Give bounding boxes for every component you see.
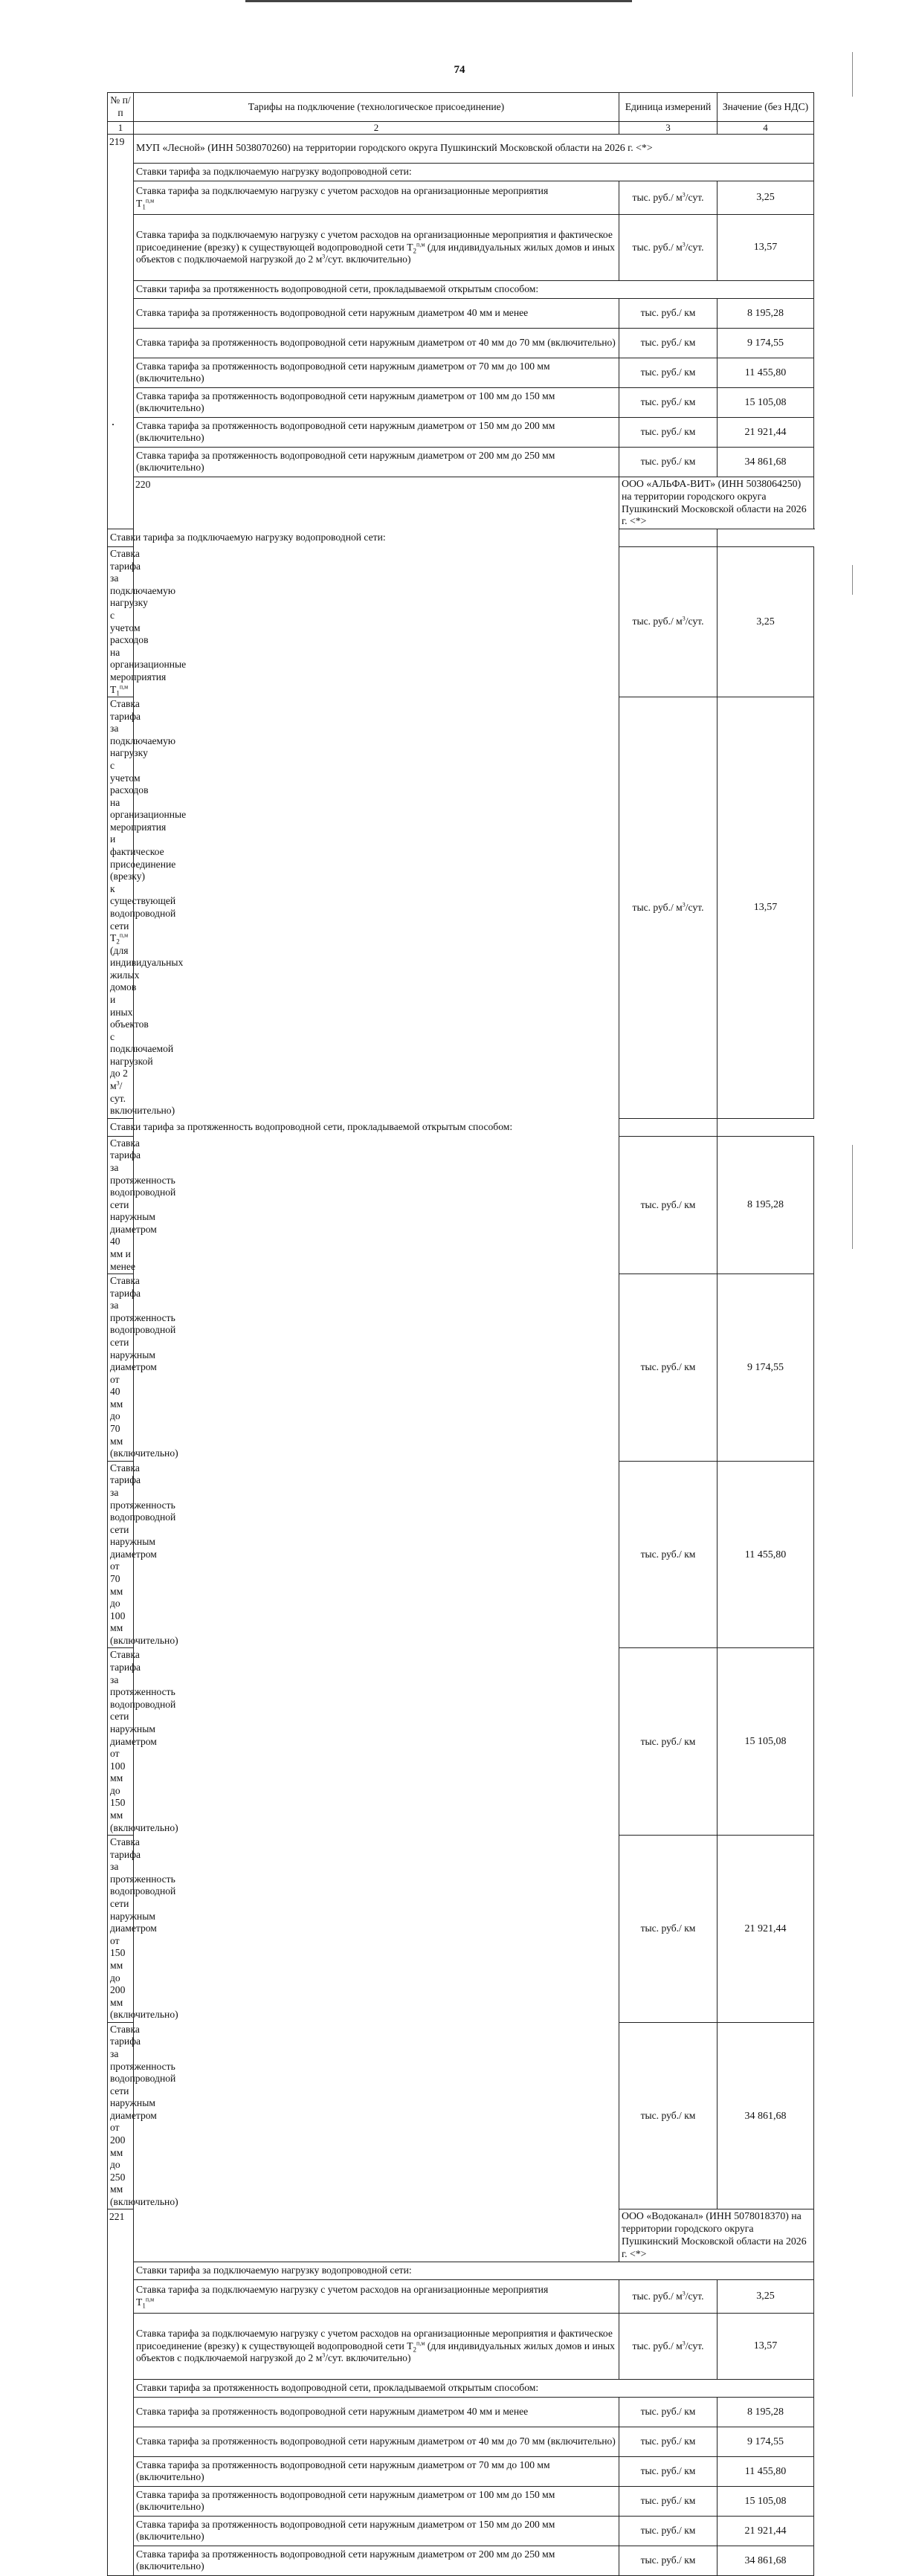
tariff-t1-label: Ставка тарифа за подключаемую нагрузку с учетом расходов на организационные мероприятия $T_1^{п,м}$ bbox=[134, 181, 619, 214]
diameter-value: 11 455,80 bbox=[718, 2456, 814, 2486]
diameter-tariff-row bbox=[108, 358, 814, 387]
diameter-label: Ставка тарифа за протяженность водопроводной сети наружным диаметром от 70 мм до 100 мм (включительно) bbox=[108, 1461, 134, 1648]
diameter-value: 8 195,28 bbox=[718, 2397, 814, 2427]
unit-load: тыс. руб./ $м^3$/сут. bbox=[619, 2313, 718, 2379]
diameter-value: 21 921,44 bbox=[718, 1836, 814, 2023]
diameter-label: Ставка тарифа за протяженность водопроводной сети наружным диаметром от 150 мм до 200 мм (включительно) bbox=[134, 2516, 619, 2546]
section-row bbox=[108, 280, 814, 298]
unit-km: тыс. руб./ км bbox=[619, 2397, 718, 2427]
scan-edge-mark bbox=[852, 1145, 853, 1249]
diameter-value: 11 455,80 bbox=[718, 358, 814, 387]
diameter-label: Ставка тарифа за протяженность водопроводной сети наружным диаметром от 200 мм до 250 мм (включительно) bbox=[108, 2022, 134, 2209]
diameter-value: 34 861,68 bbox=[718, 2022, 814, 2209]
diameter-label: Ставка тарифа за протяженность водопроводной сети наружным диаметром от 200 мм до 250 мм (включительно) bbox=[134, 2546, 619, 2575]
tariff-t2-label: Ставка тарифа за подключаемую нагрузку с учетом расходов на организационные мероприятия и фактическое присоединение (врезку) к существующей водопроводной сети $T_2^{п,м}$ (для индивидуальных жилых домов и иных объектов с подключаемой нагрузкой до 2 $м^3$/сут. включительно) bbox=[134, 214, 619, 280]
org-title: МУП «Лесной» (ИНН 5038070260) на территории городского округа Пушкинский Московской области на 2026 г. <*> bbox=[134, 134, 814, 163]
diameter-tariff-row bbox=[108, 328, 814, 358]
unit-load: тыс. руб./ $м^3$/сут. bbox=[619, 214, 718, 280]
column-index: 4 bbox=[718, 122, 814, 135]
unit-km: тыс. руб./ км bbox=[619, 358, 718, 387]
unit-load: тыс. руб./ $м^3$/сут. bbox=[619, 2279, 718, 2313]
tariff-row-t2 bbox=[108, 2313, 814, 2379]
column-index: 3 bbox=[619, 122, 718, 135]
top-border-line bbox=[245, 0, 632, 2]
scan-edge-mark bbox=[852, 565, 853, 595]
value-t2: 13,57 bbox=[718, 214, 814, 280]
header-unit: Единица измерений bbox=[619, 93, 718, 122]
diameter-value: 21 921,44 bbox=[718, 2516, 814, 2546]
diameter-label: Ставка тарифа за протяженность водопроводной сети наружным диаметром от 150 мм до 200 мм (включительно) bbox=[134, 417, 619, 447]
diameter-label: Ставка тарифа за протяженность водопроводной сети наружным диаметром от 40 мм до 70 мм (включительно) bbox=[108, 1274, 134, 1462]
section-length-title: Ставки тарифа за протяженность водопроводной сети, прокладываемой открытым способом: bbox=[134, 2379, 814, 2397]
value-t2: 13,57 bbox=[718, 2313, 814, 2379]
unit-km: тыс. руб./ км bbox=[619, 2022, 718, 2209]
diameter-label: Ставка тарифа за протяженность водопроводной сети наружным диаметром от 150 мм до 200 мм (включительно) bbox=[108, 1836, 134, 2023]
tariff-t2-label: Ставка тарифа за подключаемую нагрузку с учетом расходов на организационные мероприятия и фактическое присоединение (врезку) к существующей водопроводной сети $T_2^{п,м}$ (для индивидуальных жилых домов и иных объектов с подключаемой нагрузкой до 2 $м^3$/сут. включительно) bbox=[108, 697, 134, 1119]
diameter-label: Ставка тарифа за протяженность водопроводной сети наружным диаметром 40 мм и менее bbox=[108, 1136, 134, 1274]
diameter-tariff-row bbox=[108, 2546, 814, 2575]
diameter-label: Ставка тарифа за протяженность водопроводной сети наружным диаметром от 40 мм до 70 мм (включительно) bbox=[134, 2427, 619, 2456]
diameter-value: 15 105,08 bbox=[718, 1648, 814, 1836]
header-no: № п/п bbox=[108, 93, 134, 122]
org-number: 221 bbox=[108, 2209, 134, 2575]
diameter-label: Ставка тарифа за протяженность водопроводной сети наружным диаметром 40 мм и менее bbox=[134, 2397, 619, 2427]
org-row bbox=[108, 477, 814, 529]
unit-km: тыс. руб./ км bbox=[619, 2427, 718, 2456]
org-title: ООО «Водоканал» (ИНН 5078018370) на территории городского округа Пушкинский Московской области на 2026 г. <*> bbox=[619, 2209, 814, 2262]
org-number: 219 bbox=[108, 134, 134, 529]
diameter-value: 9 174,55 bbox=[718, 1274, 814, 1462]
diameter-label: Ставка тарифа за протяженность водопроводной сети наружным диаметром 40 мм и менее bbox=[134, 298, 619, 328]
page-number: 74 bbox=[454, 64, 465, 76]
unit-km: тыс. руб./ км bbox=[619, 1136, 718, 1274]
diameter-tariff-row bbox=[108, 447, 814, 477]
diameter-value: 9 174,55 bbox=[718, 2427, 814, 2456]
unit-km: тыс. руб./ км bbox=[619, 417, 718, 447]
section-row bbox=[108, 2379, 814, 2397]
tariff-t2-label: Ставка тарифа за подключаемую нагрузку с учетом расходов на организационные мероприятия и фактическое присоединение (врезку) к существующей водопроводной сети $T_2^{п,м}$ (для индивидуальных жилых домов и иных объектов с подключаемой нагрузкой до 2 $м^3$/сут. включительно) bbox=[134, 2313, 619, 2379]
section-load-title: Ставки тарифа за подключаемую нагрузку водопроводной сети: bbox=[108, 529, 718, 547]
header-name: Тарифы на подключение (технологическое присоединение) bbox=[134, 93, 619, 122]
org-title: ООО «АЛЬФА-ВИТ» (ИНН 5038064250) на территории городского округа Пушкинский Московской области на 2026 г. <*> bbox=[619, 477, 814, 529]
section-load-title: Ставки тарифа за подключаемую нагрузку водопроводной сети: bbox=[134, 163, 814, 181]
diameter-value: 8 195,28 bbox=[718, 1136, 814, 1274]
unit-km: тыс. руб./ км bbox=[619, 2456, 718, 2486]
diameter-value: 8 195,28 bbox=[718, 298, 814, 328]
diameter-value: 9 174,55 bbox=[718, 328, 814, 358]
diameter-tariff-row bbox=[108, 298, 814, 328]
section-load-title: Ставки тарифа за подключаемую нагрузку водопроводной сети: bbox=[134, 2262, 814, 2279]
value-t1: 3,25 bbox=[718, 2279, 814, 2313]
tariff-t1-label: Ставка тарифа за подключаемую нагрузку с учетом расходов на организационные мероприятия $T_1^{п,м}$ bbox=[134, 2279, 619, 2313]
diameter-tariff-row bbox=[108, 417, 814, 447]
unit-km: тыс. руб./ км bbox=[619, 1274, 718, 1462]
diameter-value: 15 105,08 bbox=[718, 387, 814, 417]
unit-km: тыс. руб./ км bbox=[619, 447, 718, 477]
header-value: Значение (без НДС) bbox=[718, 93, 814, 122]
section-length-title: Ставки тарифа за протяженность водопроводной сети, прокладываемой открытым способом: bbox=[108, 1118, 718, 1136]
section-row bbox=[108, 529, 814, 547]
unit-km: тыс. руб./ км bbox=[619, 1836, 718, 2023]
diameter-tariff-row bbox=[108, 2486, 814, 2516]
diameter-label: Ставка тарифа за протяженность водопроводной сети наружным диаметром от 100 мм до 150 мм (включительно) bbox=[134, 387, 619, 417]
tariff-row-t2 bbox=[108, 214, 814, 280]
diameter-label: Ставка тарифа за протяженность водопроводной сети наружным диаметром от 70 мм до 100 мм (включительно) bbox=[134, 2456, 619, 2486]
diameter-label: Ставка тарифа за протяженность водопроводной сети наружным диаметром от 100 мм до 150 мм (включительно) bbox=[108, 1648, 134, 1836]
unit-km: тыс. руб./ км bbox=[619, 298, 718, 328]
unit-km: тыс. руб./ км bbox=[619, 2546, 718, 2575]
diameter-tariff-row bbox=[108, 2456, 814, 2486]
diameter-value: 34 861,68 bbox=[718, 447, 814, 477]
value-t1: 3,25 bbox=[718, 547, 814, 697]
diameter-label: Ставка тарифа за протяженность водопроводной сети наружным диаметром от 100 мм до 150 мм (включительно) bbox=[134, 2486, 619, 2516]
table-header-row bbox=[108, 93, 814, 122]
unit-km: тыс. руб./ км bbox=[619, 1461, 718, 1648]
unit-km: тыс. руб./ км bbox=[619, 2486, 718, 2516]
unit-load: тыс. руб./ $м^3$/сут. bbox=[619, 697, 718, 1119]
table-body bbox=[108, 134, 814, 2575]
diameter-tariff-row bbox=[108, 2397, 814, 2427]
unit-km: тыс. руб./ км bbox=[619, 1648, 718, 1836]
diameter-tariff-row bbox=[108, 2516, 814, 2546]
diameter-value: 21 921,44 bbox=[718, 417, 814, 447]
tariff-row-t1 bbox=[108, 181, 814, 214]
tariff-row-t1 bbox=[108, 2279, 814, 2313]
org-number: 220 bbox=[134, 477, 619, 2262]
section-length-title: Ставки тарифа за протяженность водопроводной сети, прокладываемой открытым способом: bbox=[134, 280, 814, 298]
column-index: 1 bbox=[108, 122, 134, 135]
section-row bbox=[108, 2262, 814, 2279]
diameter-label: Ставка тарифа за протяженность водопроводной сети наружным диаметром от 70 мм до 100 мм (включительно) bbox=[134, 358, 619, 387]
diameter-tariff-row bbox=[108, 387, 814, 417]
diameter-label: Ставка тарифа за протяженность водопроводной сети наружным диаметром от 200 мм до 250 мм (включительно) bbox=[134, 447, 619, 477]
unit-load: тыс. руб./ $м^3$/сут. bbox=[619, 181, 718, 214]
unit-load: тыс. руб./ $м^3$/сут. bbox=[619, 547, 718, 697]
diameter-value: 15 105,08 bbox=[718, 2486, 814, 2516]
unit-km: тыс. руб./ км bbox=[619, 2516, 718, 2546]
column-index: 2 bbox=[134, 122, 619, 135]
diameter-label: Ставка тарифа за протяженность водопроводной сети наружным диаметром от 40 мм до 70 мм (включительно) bbox=[134, 328, 619, 358]
tariff-t1-label: Ставка тарифа за подключаемую нагрузку с учетом расходов на организационные мероприятия $T_1^{п,м}$ bbox=[108, 547, 134, 697]
org-row bbox=[108, 134, 814, 163]
diameter-tariff-row bbox=[108, 2427, 814, 2456]
value-t1: 3,25 bbox=[718, 181, 814, 214]
tariff-table bbox=[107, 92, 814, 2576]
unit-km: тыс. руб./ км bbox=[619, 387, 718, 417]
value-t2: 13,57 bbox=[718, 697, 814, 1119]
unit-km: тыс. руб./ км bbox=[619, 328, 718, 358]
section-row bbox=[108, 163, 814, 181]
column-index-row bbox=[108, 122, 814, 135]
diameter-value: 11 455,80 bbox=[718, 1461, 814, 1648]
section-row bbox=[108, 1118, 814, 1136]
diameter-value: 34 861,68 bbox=[718, 2546, 814, 2575]
